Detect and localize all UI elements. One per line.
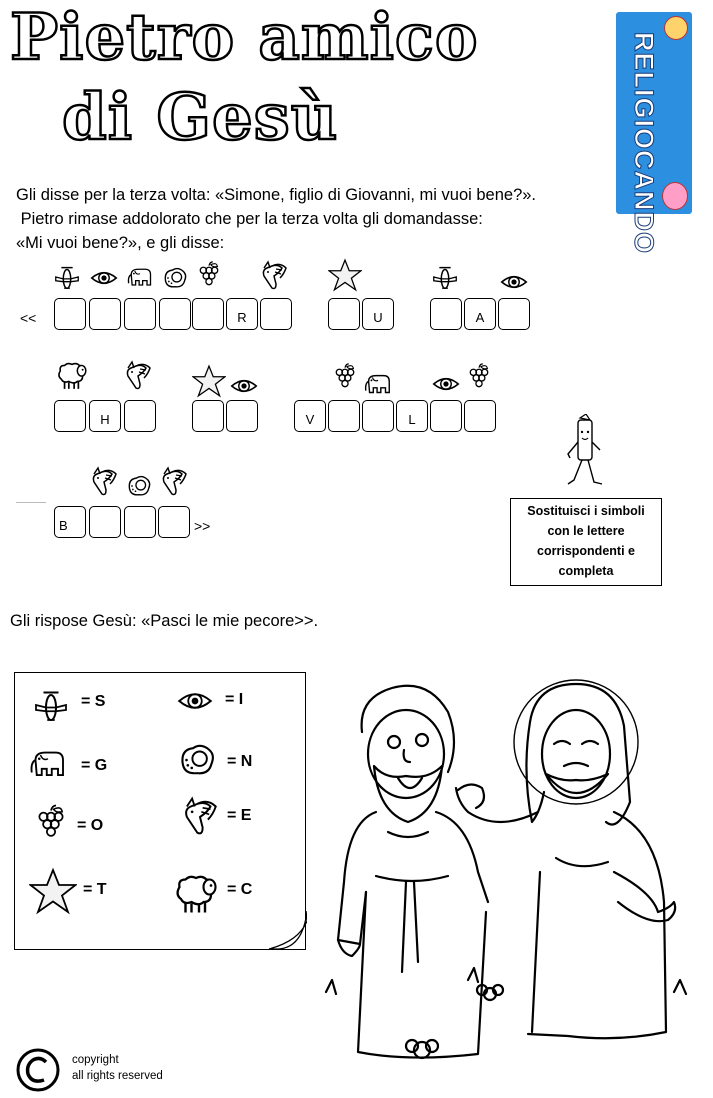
instruction-line: con le lettere <box>547 524 625 538</box>
letter-box[interactable] <box>54 400 86 432</box>
letter-box[interactable] <box>89 298 121 330</box>
airplane-icon <box>31 685 71 725</box>
egg-icon <box>160 264 190 292</box>
letter-box[interactable]: U <box>362 298 394 330</box>
egg-icon <box>173 739 221 781</box>
child-icon <box>664 16 688 40</box>
letter-box[interactable] <box>328 400 360 432</box>
letter-box[interactable] <box>158 506 190 538</box>
pencil-character-icon <box>560 414 610 496</box>
grapes-icon <box>464 360 494 394</box>
page-curl-icon <box>269 911 307 949</box>
letter-box[interactable] <box>124 298 156 330</box>
letter-box[interactable]: H <box>89 400 121 432</box>
airplane-icon <box>52 262 82 292</box>
letter-box[interactable] <box>124 506 156 538</box>
open-quote-marks: << <box>20 310 37 326</box>
angel-icon <box>662 182 688 210</box>
elephant-icon <box>362 370 394 400</box>
legend-label-n: = N <box>227 753 253 770</box>
letter-box[interactable] <box>260 298 292 330</box>
letter-box[interactable] <box>192 400 224 432</box>
peter-and-jesus-illustration <box>318 662 702 1062</box>
instruction-box <box>510 498 662 586</box>
close-quote-marks: >> <box>194 518 211 534</box>
legend-label-t: = T <box>83 881 107 898</box>
letter-box[interactable]: V <box>294 400 326 432</box>
unicorn-icon <box>122 360 154 392</box>
unicorn-icon <box>158 466 190 498</box>
letter-box[interactable] <box>498 298 530 330</box>
grapes-icon <box>330 360 360 394</box>
title-line1: Pietro amico <box>10 0 479 75</box>
letter-box[interactable] <box>192 298 224 330</box>
star-icon <box>192 364 226 398</box>
sheep-icon <box>54 358 90 392</box>
copyright-icon <box>16 1048 60 1092</box>
grapes-icon <box>194 258 224 292</box>
logo-text: RELIGIOCANDO <box>629 32 659 255</box>
legend-label-s: = S <box>81 693 106 710</box>
instruction-line: corrispondenti e <box>537 544 635 558</box>
star-icon <box>29 867 77 915</box>
letter-box[interactable] <box>54 298 86 330</box>
elephant-icon <box>125 264 155 292</box>
instruction-line: Sostituisci i simboli <box>527 504 645 518</box>
divider-line <box>16 502 46 503</box>
legend-label-o: = O <box>77 817 104 834</box>
unicorn-icon <box>258 260 290 292</box>
religiocando-logo <box>616 12 692 255</box>
intro-line2: Pietro rimase addolorato che per la terza volta gli domandasse: <box>16 210 483 228</box>
legend-box <box>14 672 306 950</box>
letter-box[interactable] <box>226 400 258 432</box>
legend-label-c: = C <box>227 881 253 898</box>
title-line2: di Gesù <box>62 80 339 155</box>
star-icon <box>328 258 362 292</box>
letter-box[interactable] <box>464 400 496 432</box>
letter-box[interactable]: B <box>54 506 86 538</box>
instruction-line: completa <box>558 564 614 578</box>
rights-reserved-text: all rights reserved <box>72 1070 163 1082</box>
legend-label-i: = I <box>225 691 244 708</box>
letter-box[interactable] <box>124 400 156 432</box>
eye-icon <box>171 683 219 719</box>
letter-box[interactable]: R <box>226 298 258 330</box>
legend-label-e: = E <box>227 807 252 824</box>
sheep-icon <box>169 869 223 917</box>
letter-box[interactable] <box>159 298 191 330</box>
airplane-icon <box>430 262 460 292</box>
grapes-icon <box>31 799 71 847</box>
copyright-text: copyright <box>72 1054 119 1066</box>
letter-box[interactable] <box>328 298 360 330</box>
eye-icon <box>432 370 460 398</box>
letter-box[interactable]: A <box>464 298 496 330</box>
letter-box[interactable] <box>430 298 462 330</box>
intro-line3: «Mi vuoi bene?», e gli disse: <box>16 234 225 252</box>
letter-box[interactable] <box>430 400 462 432</box>
letter-box[interactable] <box>362 400 394 432</box>
unicorn-icon <box>88 466 120 498</box>
elephant-icon <box>23 745 73 785</box>
legend-label-g: = G <box>81 757 108 774</box>
unicorn-icon <box>179 795 221 839</box>
letter-box[interactable] <box>89 506 121 538</box>
egg-icon <box>124 472 154 500</box>
eye-icon <box>500 268 528 296</box>
intro-line1: Gli disse per la terza volta: «Simone, figlio di Giovanni, mi vuoi bene?». <box>16 186 537 204</box>
eye-icon <box>90 264 118 292</box>
eye-icon <box>230 372 258 400</box>
answer-line: Gli rispose Gesù: «Pasci le mie pecore>>. <box>10 612 319 630</box>
letter-box[interactable]: L <box>396 400 428 432</box>
